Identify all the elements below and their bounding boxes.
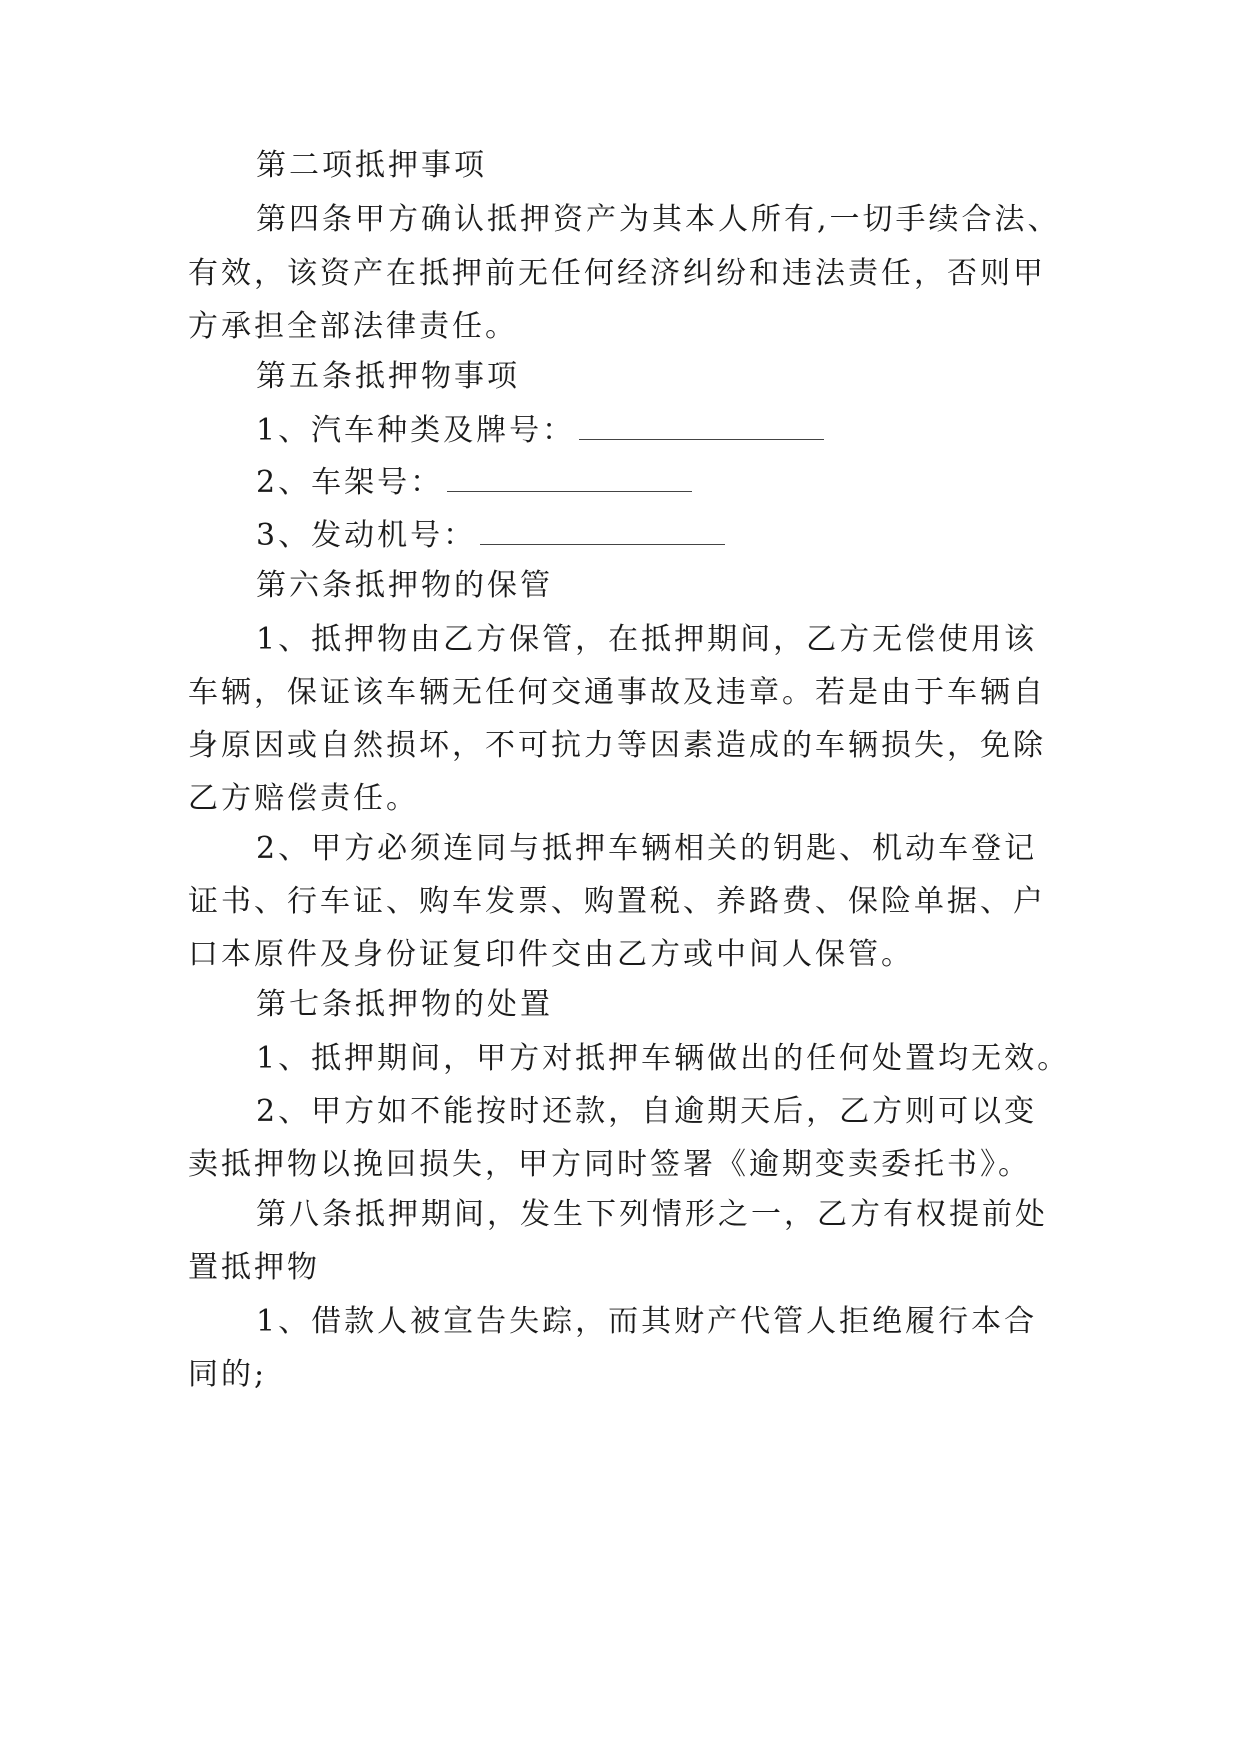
paragraph-line: 2、甲方必须连同与抵押车辆相关的钥匙、机动车登记 [256,831,1038,866]
form-field-engine-number [256,516,1156,556]
field-label: 2、车架号： [256,465,444,500]
paragraph-line: 1、抵押期间，甲方对抵押车辆做出的任何处置均无效。 [256,1041,1071,1076]
paragraph-line: 1、借款人被宣告失踪，而其财产代管人拒绝履行本合 [256,1304,1038,1339]
paragraph-line: 1、抵押物由乙方保管，在抵押期间，乙方无偿使用该 [256,622,1038,657]
article-heading: 第七条抵押物的处置 [256,987,553,1022]
fill-in-blank [579,411,824,440]
paragraph-line: 有效，该资产在抵押前无任何经济纠纷和违法责任，否则甲 [188,256,1046,291]
form-field-frame-number [256,463,1156,503]
paragraph-line: 证书、行车证、购车发票、购置税、养路费、保险单据、户 [188,884,1046,919]
paragraph-line: 车辆，保证该车辆无任何交通事故及违章。若是由于车辆自 [188,675,1046,710]
paragraph-line: 置抵押物 [188,1250,320,1285]
field-label: 1、汽车种类及牌号： [256,413,576,448]
paragraph-line: 2、甲方如不能按时还款，自逾期天后，乙方则可以变 [256,1094,1038,1129]
field-label: 3、发动机号： [256,518,477,553]
paragraph-line: 方承担全部法律责任。 [188,309,518,344]
paragraph-line: 卖抵押物以挽回损失，甲方同时签署《逾期变卖委托书》。 [188,1147,1031,1182]
form-field-vehicle-type [256,411,1156,451]
paragraph-line: 同的; [188,1357,268,1392]
paragraph-line: 口本原件及身份证复印件交由乙方或中间人保管。 [188,937,914,972]
article-heading: 第六条抵押物的保管 [256,568,553,603]
section-heading: 第二项抵押事项 [256,148,487,183]
article-heading: 第八条抵押期间，发生下列情形之一，乙方有权提前处 [256,1197,1048,1232]
paragraph-line: 身原因或自然损坏，不可抗力等因素造成的车辆损失，免除 [188,728,1046,763]
paragraph-line: 第四条甲方确认抵押资产为其本人所有,一切手续合法、 [256,202,1061,237]
fill-in-blank [480,516,725,545]
fill-in-blank [447,463,692,492]
paragraph-line: 乙方赔偿责任。 [188,781,419,816]
article-heading: 第五条抵押物事项 [256,359,520,394]
